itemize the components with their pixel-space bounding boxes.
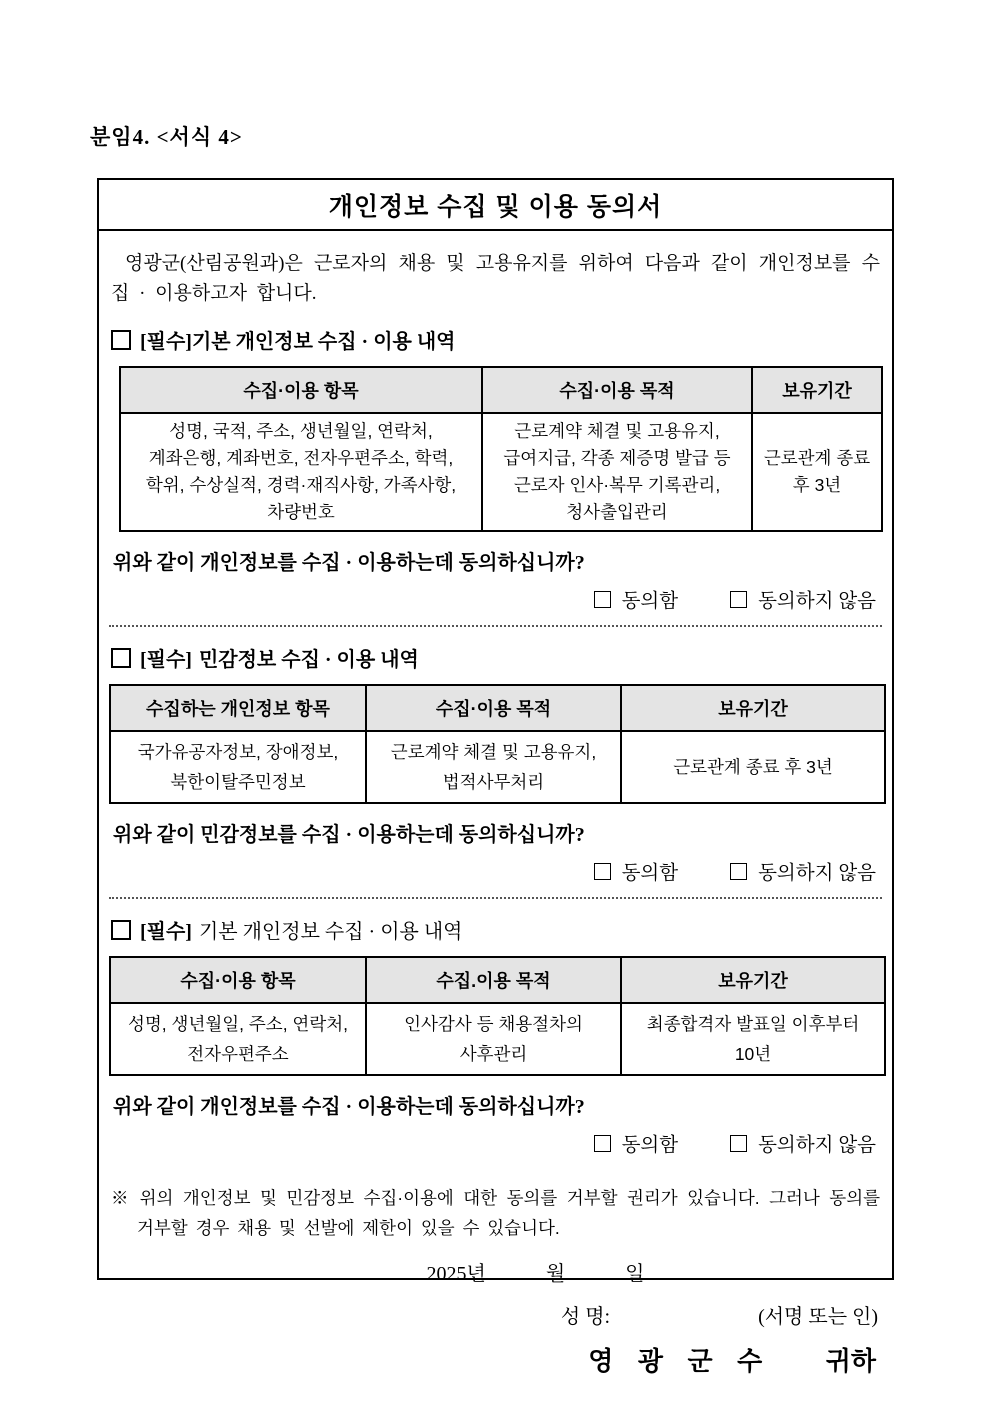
- col-header-items: 수집·이용 항목: [120, 367, 482, 413]
- signature-line: [109, 1300, 882, 1329]
- table-row: [110, 1003, 885, 1075]
- disagree-label: 동의하지 않음: [758, 591, 876, 612]
- disagree-label: 동의하지 않음: [758, 863, 876, 884]
- section-checkbox-icon[interactable]: [111, 920, 131, 940]
- name-label: 성 명:: [560, 1306, 611, 1328]
- consent-form: [97, 178, 894, 1376]
- disagree-option-2[interactable]: [730, 857, 876, 885]
- note-marker: ※: [111, 1188, 131, 1208]
- honorific: 귀하: [825, 1347, 876, 1376]
- cell-retention: 근로관계 종료 후 3년: [752, 413, 882, 531]
- required-tag: [필수]: [140, 649, 192, 671]
- sensitive-info-table: [109, 684, 886, 804]
- section-heading-text: [140, 325, 455, 354]
- table-header-row: [120, 367, 882, 413]
- dotted-divider: [109, 625, 882, 627]
- date-year: 2025년: [426, 1263, 486, 1285]
- cell-items: 성명, 국적, 주소, 생년월일, 연락처, 계좌은행, 계좌번호, 전자우편주소, 학력, 학위, 수상실적, 경력·재직사항, 가족사항, 차량번호: [120, 413, 482, 531]
- section-heading-text: [140, 915, 462, 944]
- addressee: 영 광 군 수: [588, 1347, 772, 1376]
- agree-checkbox-icon[interactable]: [594, 1135, 611, 1152]
- col-header-purpose: 수집.이용 목적: [366, 957, 621, 1003]
- date-day-label: 일: [625, 1263, 645, 1285]
- col-header-retention: 보유기간: [752, 367, 882, 413]
- agree-option-2[interactable]: [594, 857, 679, 885]
- basic-info-table-2: [109, 956, 886, 1076]
- disagree-option-3[interactable]: [730, 1129, 876, 1157]
- col-header-purpose: 수집·이용 목적: [366, 685, 621, 731]
- section-checkbox-icon[interactable]: [111, 648, 131, 668]
- dotted-divider: [109, 897, 882, 899]
- disagree-checkbox-icon[interactable]: [730, 1135, 747, 1152]
- cell-retention: 최종합격자 발표일 이후부터 10년: [621, 1003, 885, 1075]
- col-header-retention: 보유기간: [621, 685, 885, 731]
- section-heading-rest: 기본 개인정보 수집 · 이용 내역: [191, 331, 456, 353]
- table-row: [120, 413, 882, 531]
- col-header-retention: 보유기간: [621, 957, 885, 1003]
- refusal-rights-note: [111, 1183, 880, 1243]
- consent-question-2: 위와 같이 민감정보를 수집 · 이용하는데 동의하십니까?: [113, 824, 585, 846]
- table-row: [110, 731, 885, 803]
- section-heading-rest: 민감정보 수집 · 이용 내역: [198, 649, 419, 671]
- consent-options-2: [109, 857, 882, 885]
- agree-checkbox-icon[interactable]: [594, 591, 611, 608]
- disagree-option-1[interactable]: [730, 585, 876, 613]
- agree-label: 동의함: [621, 591, 679, 612]
- date-line: [109, 1257, 882, 1286]
- agree-label: 동의함: [621, 1135, 679, 1156]
- disagree-checkbox-icon[interactable]: [730, 591, 747, 608]
- table-header-row: [110, 957, 885, 1003]
- section-heading-text: [140, 643, 419, 672]
- consent-options-3: [109, 1129, 882, 1157]
- date-month-label: 월: [545, 1263, 566, 1285]
- required-tag: [필수]: [140, 331, 192, 353]
- agree-checkbox-icon[interactable]: [594, 863, 611, 880]
- form-title: 개인정보 수집 및 이용 동의서: [99, 180, 892, 231]
- cell-retention: 근로관계 종료 후 3년: [621, 731, 885, 803]
- required-tag: [필수]: [140, 921, 192, 943]
- col-header-purpose: 수집·이용 목적: [482, 367, 752, 413]
- disagree-label: 동의하지 않음: [758, 1135, 876, 1156]
- agree-label: 동의함: [621, 863, 679, 884]
- consent-question-1: 위와 같이 개인정보를 수집 · 이용하는데 동의하십니까?: [113, 552, 585, 574]
- section-heading-rest: 기본 개인정보 수집 · 이용 내역: [198, 921, 463, 943]
- disagree-checkbox-icon[interactable]: [730, 863, 747, 880]
- sign-hint: (서명 또는 인): [758, 1306, 878, 1328]
- table-header-row: [110, 685, 885, 731]
- consent-question-3: 위와 같이 개인정보를 수집 · 이용하는데 동의하십니까?: [113, 1096, 585, 1118]
- cell-purpose: 근로계약 체결 및 고용유지, 급여지급, 각종 제증명 발급 등 근로자 인사·복무 기록관리, 청사출입관리: [482, 413, 752, 531]
- cell-purpose: 근로계약 체결 및 고용유지, 법적사무처리: [366, 731, 621, 803]
- addressee-line: [109, 1341, 882, 1378]
- agree-option-1[interactable]: [594, 585, 679, 613]
- col-header-items: 수집하는 개인정보 항목: [110, 685, 366, 731]
- note-text: 위의 개인정보 및 민감정보 수집·이용에 대한 동의를 거부할 권리가 있습니다. 그러나 동의를 거부할 경우 채용 및 선발에 제한이 있을 수 있습니다.: [137, 1188, 881, 1238]
- col-header-items: 수집·이용 항목: [110, 957, 366, 1003]
- intro-paragraph: 영광군(산림공원과)은 근로자의 채용 및 고용유지를 위하여 다음과 같이 개인정보를 수집 · 이용하고자 합니다.: [111, 253, 880, 304]
- cell-items: 국가유공자정보, 장애정보, 북한이탈주민정보: [110, 731, 366, 803]
- agree-option-3[interactable]: [594, 1129, 679, 1157]
- basic-info-table-1: [119, 366, 883, 532]
- cell-purpose: 인사감사 등 채용절차의 사후관리: [366, 1003, 621, 1075]
- page-header: 분임4. <서식 4>: [90, 125, 243, 149]
- section-checkbox-icon[interactable]: [111, 330, 131, 350]
- consent-options-1: [109, 585, 882, 613]
- section-heading-basic-2: [111, 915, 882, 944]
- section-heading-sensitive: [111, 643, 882, 672]
- cell-items: 성명, 생년월일, 주소, 연락처, 전자우편주소: [110, 1003, 366, 1075]
- section-heading-basic-1: [111, 325, 882, 354]
